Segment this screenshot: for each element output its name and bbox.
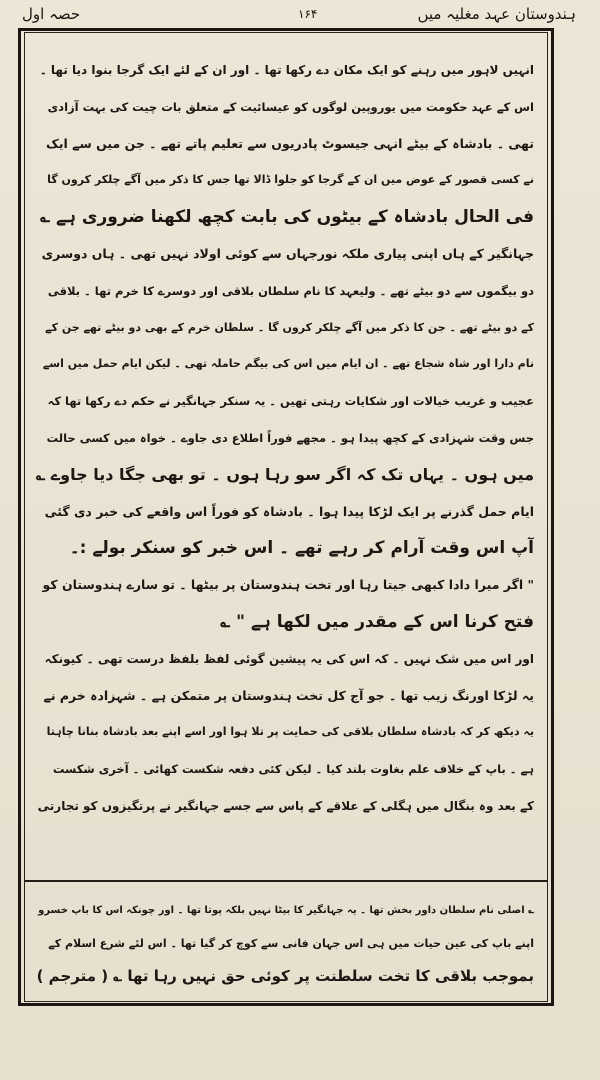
text-line: انہیں لاہور میں رہنے کو ایک مکان دے رکھا تھا ۔ اور ان کے لئے ایک گرجا بنوا دیا تھا ۔ <box>39 63 534 77</box>
text-line: ایام حمل گذرنے پر ایک لڑکا پیدا ہوا ۔ بادشاہ کو فوراً اس واقعے کی خبر دی گئی <box>44 503 534 519</box>
text-line: اس کے عہد حکومت میں یوروپین لوگوں کو عیسائیت کے متعلق بات چیت کی بہت آزادی <box>47 99 534 114</box>
text-line: فی الحال بادشاہ کے بیٹوں کی بابت کچھ لکھنا ضروری ہے ؎ <box>40 207 534 228</box>
text-line: نام دارا اور شاہ شجاع تھے ۔ ان ایام میں اس کی بیگم حاملہ تھی ۔ لیکن ایام حمل میں اسے <box>42 357 534 371</box>
text-line: اور اس میں شک نہیں ۔ کہ اس کی یہ پیشین گوئی لفظ بلفظ درست تھی ۔ کیونکہ <box>44 651 534 666</box>
footnote-line: ؎ اصلی نام سلطان داور بخش تھا ۔ یہ جہانگیر کا بیٹا نہیں بلکہ پوتا تھا ۔ اور چونکہ اس کا باپ خسرو <box>38 905 534 916</box>
text-line: آپ اس وقت آرام کر رہے تھے ۔ اس خبر کو سنکر بولے :۔ <box>69 538 534 559</box>
text-line: تھی ۔ بادشاہ کے بیٹے انہی جیسوٹ پادریوں سے تعلیم پاتے تھے ۔ جن میں سے ایک <box>46 135 534 151</box>
running-head-title: ہندوستان عہد مغلیہ میں <box>417 5 576 23</box>
text-line: یہ دیکھ کر کہ بادشاہ سلطان بلاقی کی حمایت پر تلا ہوا اور اسے اپنے بعد بادشاہ بنانا چاہتا <box>46 725 534 739</box>
text-line: یہ لڑکا اورنگ زیب تھا ۔ جو آج کل تخت ہندوستان پر متمکن ہے ۔ شہزادہ خرم نے <box>43 687 534 703</box>
footnote-line: اپنے باپ کی عین حیات میں ہی اس جہان فانی سے کوچ کر گیا تھا ۔ اس لئے شرع اسلام کے <box>48 937 534 950</box>
page-number: ۱۶۴ <box>298 7 318 21</box>
text-line: کے دو بیٹے تھے ۔ جن کا ذکر میں آگے چلکر کروں گا ۔ سلطان خرم کے بھی دو بیٹے تھے جن کے <box>45 320 534 334</box>
text-line: ہے ۔ باپ کے خلاف علم بغاوت بلند کیا ۔ لیکن کئی دفعہ شکست کھائی ۔ آخری شکست <box>52 762 534 777</box>
text-line: جہانگیر کے ہاں اپنی پیاری ملکہ نورجہاں سے کوئی اولاد نہیں تھی ۔ ہاں دوسری <box>41 245 534 261</box>
text-line: عجیب و غریب خیالات اور شکایات رہتی تھیں ۔ یہ سنکر جہانگیر نے حکم دے رکھا تھا کہ <box>47 394 534 409</box>
body-text <box>36 52 534 825</box>
footnote-divider <box>24 880 548 882</box>
text-line: دو بیگموں سے دو بیٹے تھے ۔ ولیعہد کا نام سلطان بلاقی اور دوسرے کا خرم تھا ۔ بلاقی <box>47 283 534 298</box>
text-line: میں ہوں ۔ یہاں تک کہ اگر سو رہا ہوں ۔ تو بھی جگا دیا جاوے ؎ <box>36 464 534 484</box>
footnote-line: بموجب بلاقی کا تخت سلطنت پر کوئی حق نہیں رہا تھا ؎ ( مترجم ) <box>36 967 534 985</box>
text-line: فتح کرنا اس کے مقدر میں لکھا ہے " ؎ <box>220 611 534 632</box>
text-line: جس وقت شہزادی کے کچھ پیدا ہو ۔ مجھے فوراً اطلاع دی جاوے ۔ خواہ میں کسی حالت <box>46 430 534 445</box>
text-line: نے کسی قصور کے عوض میں ان کے گرجا کو جلوا ڈالا تھا جس کا ذکر میں آگے چلکر کروں گا <box>47 173 534 187</box>
text-line: " اگر میرا دادا کبھی جیتا رہا اور تخت ہندوستان پر بیٹھا ۔ تو سارے ہندوستان کو <box>42 577 534 593</box>
footnote <box>36 894 534 993</box>
running-head <box>22 2 576 26</box>
text-line: کے بعد وہ بنگال میں ہگلی کے علاقے کے پاس سے جسے جہانگیر نے پرتگیزوں کو تجارتی <box>37 798 534 813</box>
running-head-part: حصہ اول <box>22 5 81 23</box>
